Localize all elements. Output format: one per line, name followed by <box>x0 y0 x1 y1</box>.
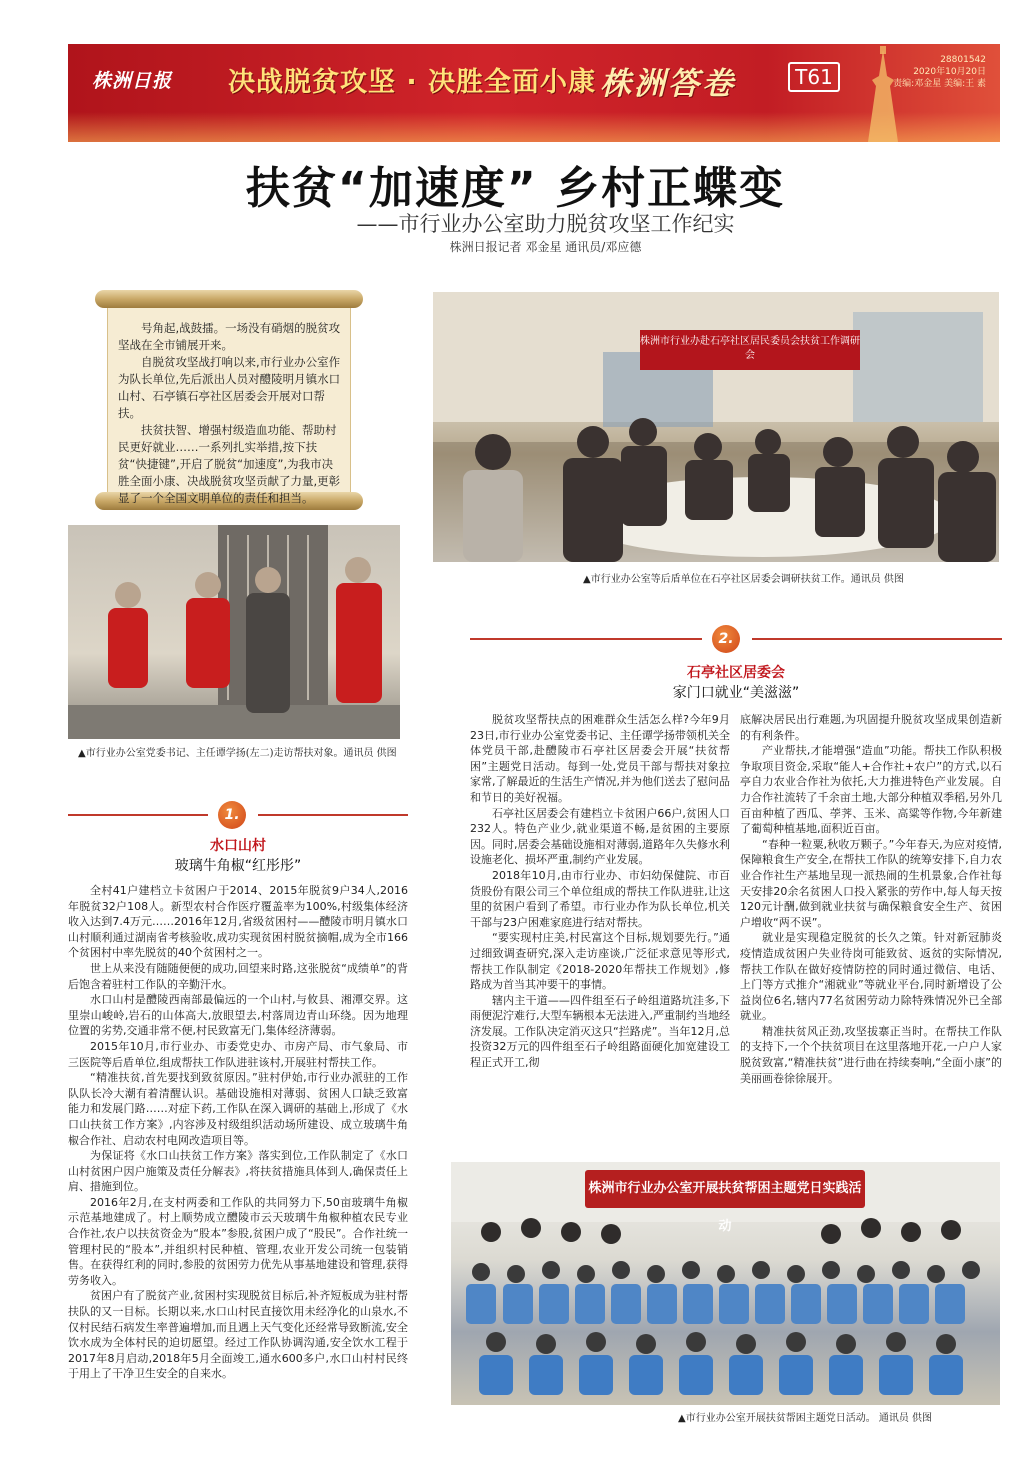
body-paragraph: 就业是实现稳定脱贫的长久之策。针对新冠肺炎疫情造成贫困户失业待岗可能致贫、返贫的实际情况,帮扶工作队在做好疫情防控的同时通过微信、电话、上门等方式推介“湘就业”等就业平台,同时新增设了公益岗位6名,辖内77名贫困劳动力除特殊情况外已全部就业。 <box>740 931 1002 1023</box>
event-banner: 株洲市行业办公室开展扶贫帮困主题党日实践活动 <box>585 1170 865 1208</box>
issue-editor: 责编:邓金星 美编:王 素 <box>893 79 986 89</box>
page-number: T61 <box>788 62 840 92</box>
masthead-banner <box>68 44 1000 142</box>
body-paragraph: “要实现村庄美,村民富这个目标,规划要先行。”通过细致调查研究,深入走访座谈,广泛征求意见等形式,帮扶工作队制定《2018-2020年帮扶工作规划》,修路成为首当其冲要干的事情。 <box>470 931 730 992</box>
body-paragraph: 世上从来没有随随便便的成功,回望来时路,这张脱贫“成绩单”的背后饱含着驻村工作队的辛勤汗水。 <box>68 961 408 991</box>
section2-title: 家门口就业“美滋滋” <box>672 685 800 701</box>
body-paragraph: 2015年10月,市行业办、市委党史办、市房产局、市气象局、市三医院等后盾单位,组成帮扶工作队进驻该村,开展驻村帮扶工作。 <box>68 1039 408 1069</box>
issue-meta <box>893 54 986 90</box>
body-paragraph: “精准扶贫,首先要找到致贫原因。”驻村伊始,市行业办派驻的工作队队长冷大潮有着清醒认识。基础设施相对薄弱、贫困人口缺乏致富能力和发展门路……对症下药,工作队在深入调研的基础上,形成了《水口山扶贫工作方案》,内容涉及村级组织活动场所建设、成立玻璃牛角椒合作社、启动农村电网改造项目等。 <box>68 1071 408 1147</box>
meeting-photo-caption: ▲市行业办公室等后盾单位在石亭社区居委会调研扶贫工作。通讯员 供图 <box>583 574 904 585</box>
banner-brand: 株洲答卷 <box>600 66 736 102</box>
scroll-rod-top <box>95 290 363 308</box>
byline: 株洲日报记者 邓金星 通讯员/邓应德 <box>449 240 642 254</box>
body-paragraph: 底解决居民出行难题,为巩固提升脱贫攻坚成果创造新的有利条件。 <box>740 713 1002 742</box>
intro-paragraph: 扶贫扶智、增强村级造血功能、帮助村民更好就业……一系列扎实举措,按下扶贫“快捷键”,开启了脱贫“加速度”,为我市决胜全面小康、决战脱贫攻坚贡献了力量,更彰显了一个全国文明单位的责任和担当。 <box>118 423 341 505</box>
intro-paragraph: 自脱贫攻坚战打响以来,市行业办公室作为队长单位,先后派出人员对醴陵明月镇水口山村、石亭镇石亭社区居委会开展对口帮扶。 <box>118 355 341 420</box>
visit-photo-caption: ▲市行业办公室党委书记、主任谭学扬(左二)走访帮扶对象。通讯员 供图 <box>78 748 397 759</box>
intro-paragraph: 号角起,战鼓擂。一场没有硝烟的脱贫攻坚战在全市铺展开来。 <box>118 321 341 352</box>
banner-slogan: 决战脱贫攻坚 · 决胜全面小康 <box>228 67 597 98</box>
section2-badge: 2. <box>712 625 740 653</box>
newspaper-logo: 株洲日报 <box>92 70 173 92</box>
issue-code: 28801542 <box>940 55 986 65</box>
section1-rule-right <box>258 814 408 816</box>
subheadline: ——市行业办公室助力脱贫攻坚工作纪实 <box>356 212 735 236</box>
section1-body <box>68 883 408 1382</box>
body-paragraph: 贫困户有了脱贫产业,贫困村实现脱贫目标后,补齐短板成为驻村帮扶队的又一目标。长期以来,水口山村民直接饮用未经净化的山泉水,不仅村民结石病发生率普遍增加,而且遇上天气变化还经常导致断流,安全饮水成为全体村民的迫切愿望。经过工作队协调沟通,安全饮水工程于2017年8月启动,2018年5月全面竣工,通水600多户,水口山村村民终于用上了干净卫生安全的自来水。 <box>68 1289 408 1381</box>
meeting-photo <box>433 292 999 562</box>
body-paragraph: “春种一粒粟,秋收万颗子。”今年春天,为应对疫情,保障粮食生产安全,在帮扶工作队的统筹安排下,自力农业合作社生产基地呈现一派热闹的生机景象,合作社每天安排20余名贫困人口投入紧张的劳作中,每人每天按120元计酬,做到就业扶贫与确保粮食安全生产、贫困户增收“两不误”。 <box>740 837 1002 929</box>
body-paragraph: 全村41户建档立卡贫困户于2014、2015年脱贫9户34人,2016年脱贫32户108人。新型农村合作医疗覆盖率为100%,村级集体经济收入达到7.4万元……2016年12月,省级贫困村——醴陵市明月镇水口山村顺利通过湖南省考核验收,成功实现贫困村脱贫摘帽,成为全市166个贫困村中率先脱贫的40个贫困村之一。 <box>68 884 408 960</box>
meeting-sign: 株洲市行业办赴石亭社区居民委员会扶贫工作调研会 <box>640 330 860 370</box>
body-paragraph: 2016年2月,在支村两委和工作队的共同努力下,50亩玻璃牛角椒示范基地建成了。村上顺势成立醴陵市云天玻璃牛角椒种植农民专业合作社,农户以扶贫资金为“股本”参股,贫困户成了“股民”。合作社统一管理村民的“股本”,并组织村民种植、管理,农业开发公司统一包装销售。在获得红利的同时,参股的贫困劳力优先从事基地建设和管理,获得劳务收入。 <box>68 1195 408 1287</box>
section1-name: 水口山村 <box>210 838 266 854</box>
body-paragraph: 水口山村是醴陵西南部最偏远的一个山村,与攸县、湘潭交界。这里崇山峻岭,岩石的山体高大,放眼望去,村落周边青山环绕。因为地理位置的劣势,交通非常不便,村民致富无门,集体经济薄弱。 <box>68 993 408 1038</box>
body-paragraph: 脱贫攻坚帮扶点的困难群众生活怎么样?今年9月23日,市行业办公室党委书记、主任谭学扬带领机关全体党员干部,赴醴陵市石亭社区居委会开展“扶贫帮困”主题党日活动。每到一处,党员干部与帮扶对象拉家常,了解最近的生活生产情况,并为他们送去了慰问品和节日的美好祝福。 <box>470 713 730 804</box>
section2-body-left <box>470 712 730 1071</box>
section2-rule-right <box>752 638 1002 640</box>
section1-title: 玻璃牛角椒“红彤彤” <box>174 858 302 874</box>
body-paragraph: 辖内主干道——四件组至石子岭组道路坑洼多,下雨便泥泞难行,大型车辆根本无法进入,严重制约当地经济发展。工作队决定消灭这只“拦路虎”。当年12月,总投资32万元的四件组至石子岭组路面硬化加宽建设工程正式开工,彻 <box>470 993 730 1070</box>
section2-rule-left <box>470 638 702 640</box>
section2-body-right <box>740 712 1002 1086</box>
section1-rule-left <box>68 814 208 816</box>
headline: 扶贫“加速度” 乡村正蝶变 <box>245 163 786 214</box>
visit-photo <box>68 525 400 739</box>
body-paragraph: 为保证将《水口山扶贫工作方案》落实到位,工作队制定了《水口山村贫困户因户施策及责任分解表》,将扶贫措施具体到人,确保责任上肩、措施到位。 <box>68 1149 408 1194</box>
section2-name: 石亭社区居委会 <box>687 665 785 681</box>
issue-date: 2020年10月20日 <box>913 67 986 77</box>
body-paragraph: 2018年10月,由市行业办、市妇幼保健院、市百货股份有限公司三个单位组成的帮扶工作队进驻,让这里的贫困户看到了希望。市行业办作为队长单位,机关干部与23户困难家庭进行结对帮扶。 <box>470 868 730 929</box>
visit-photo-illustration <box>68 525 400 739</box>
section1-badge: 1. <box>218 801 246 829</box>
event-photo-caption: ▲市行业办公室开展扶贫帮困主题党日活动。 通讯员 供图 <box>678 1413 933 1424</box>
body-paragraph: 产业帮扶,才能增强“造血”功能。帮扶工作队积极争取项目资金,采取“能人+合作社+农户”的方式,以石亭自力农业合作社为依托,大力推进特色产业发展。自力合作社流转了千余亩土地,大部分种植双季稻,另外几百亩种植了西瓜、荸荠、玉米、高粱等作物,今年新建了葡萄种植基地,面积近百亩。 <box>740 744 1002 836</box>
body-paragraph: 石亭社区居委会有建档立卡贫困户66户,贫困人口232人。特色产业少,就业渠道不畅,是贫困的主要原因。同时,居委会基础设施相对薄弱,道路年久失修水利设施老化、损坏严重,制约产业发展。 <box>470 806 730 867</box>
body-paragraph: 精准扶贫风正劲,攻坚拔寨正当时。在帮扶工作队的支持下,一个个扶贫项目在这里落地开花,一户户人家脱贫致富,“精准扶贫”进行曲在持续奏响,“全面小康”的美丽画卷徐徐展开。 <box>740 1024 1002 1085</box>
intro-text <box>118 320 344 507</box>
